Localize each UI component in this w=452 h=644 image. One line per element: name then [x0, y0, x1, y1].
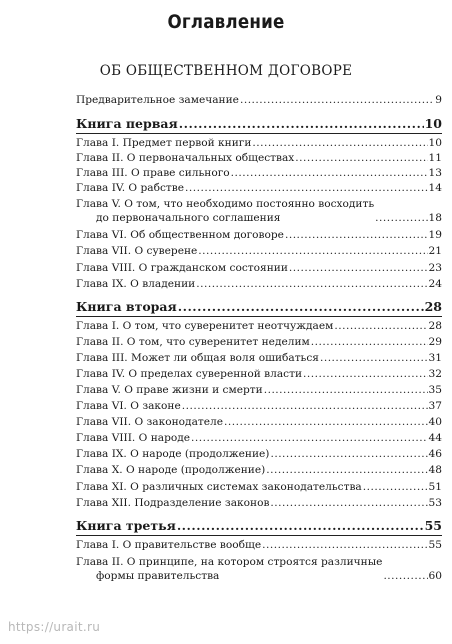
leader-dots [311, 336, 428, 349]
toc-page-number: 29 [428, 336, 442, 348]
toc-entry-label: Глава VI. О законе [76, 400, 181, 412]
leader-dots [252, 137, 427, 150]
toc-entry-label: Глава IX. О народе (продолжение) [76, 448, 270, 460]
toc-page-number: 13 [428, 167, 442, 179]
toc-entry-label [76, 555, 382, 583]
toc-page-number: 28 [428, 320, 442, 332]
page-title: Оглавление [167, 11, 285, 33]
toc-book-3[interactable] [76, 518, 442, 533]
toc-page-number: 10 [424, 116, 442, 131]
toc-page-number: 10 [428, 137, 442, 149]
toc-chapter[interactable] [76, 481, 442, 494]
toc-book-label: Книга первая [76, 116, 178, 131]
toc-entry-label: Глава VII. О суверене [76, 245, 198, 257]
leader-dots [285, 229, 428, 242]
toc-page-number: 19 [428, 229, 442, 241]
toc-entry-label: Глава II. О первоначальных обществах [76, 152, 295, 164]
toc-entry-label: Глава VIII. О гражданском состоянии [76, 262, 288, 274]
toc-page-number: 31 [428, 352, 442, 364]
toc-chapter[interactable] [76, 384, 442, 397]
toc-chapter[interactable] [76, 432, 442, 445]
toc-entry-preface[interactable] [76, 94, 442, 107]
toc-page-number: 35 [428, 384, 442, 396]
toc-book-label: Книга вторая [76, 299, 177, 314]
toc-chapter[interactable] [76, 229, 442, 242]
book-underline [76, 316, 442, 317]
leader-dots [270, 448, 427, 461]
toc-entry-label: Глава I. Предмет первой книги [76, 137, 252, 149]
toc-entry-label-line: формы правительства [96, 570, 220, 582]
toc-entry-label: Глава VII. О законодателе [76, 416, 224, 428]
toc-chapter[interactable] [76, 352, 442, 365]
toc-page-number: 37 [428, 400, 442, 412]
toc-book-label: Книга третья [76, 518, 176, 533]
toc-entry-label: Глава I. О правительстве вообще [76, 539, 262, 551]
toc-page-number: 53 [428, 497, 442, 509]
leader-dots [363, 481, 428, 494]
toc-page-number: 21 [428, 245, 442, 257]
toc-chapter[interactable] [76, 197, 442, 225]
toc-chapter[interactable] [76, 539, 442, 552]
toc-chapter[interactable] [76, 320, 442, 333]
leader-dots [224, 416, 428, 429]
leader-dots [196, 278, 427, 291]
leader-dots [266, 464, 427, 477]
toc-entry-label-line: до первоначального соглашения [96, 212, 281, 224]
leader-dots [264, 384, 428, 397]
toc-chapter[interactable] [76, 368, 442, 381]
toc-entry-label: Глава VIII. О народе [76, 432, 191, 444]
leader-dots [262, 539, 427, 552]
toc-entry-label: Глава XI. О различных системах законодательства [76, 481, 362, 493]
toc-chapter[interactable] [76, 336, 442, 349]
toc-entry-label: Глава III. О праве сильного [76, 167, 230, 179]
toc-page-number: 23 [428, 262, 442, 274]
toc-entry-label-line: Глава V. О том, что необходимо постоянно восходить [76, 198, 375, 210]
toc-page-number: 28 [424, 299, 442, 314]
leader-dots [191, 432, 427, 445]
toc-entry-label: Глава IX. О владении [76, 278, 196, 290]
toc-page-number: 24 [428, 278, 442, 290]
toc-page-number: 18 [428, 212, 442, 224]
toc-entry-label: Глава X. О народе (продолжение) [76, 464, 266, 476]
leader-dots [240, 94, 434, 107]
toc-page-number: 14 [428, 182, 442, 194]
toc-chapter[interactable] [76, 245, 442, 258]
leader-dots [231, 167, 428, 180]
toc-entry-label: Глава II. О том, что суверенитет неделим [76, 336, 310, 348]
toc-chapter[interactable] [76, 448, 442, 461]
leader-dots [198, 245, 427, 258]
toc-chapter[interactable] [76, 137, 442, 150]
toc-entry-label-line: Глава II. О принципе, на котором строятся различные [76, 556, 383, 568]
toc-page-number: 55 [424, 518, 442, 533]
toc-entry-label: Глава IV. О пределах суверенной власти [76, 368, 303, 380]
toc-entry-label: Глава VI. Об общественном договоре [76, 229, 284, 241]
toc-page-number: 44 [428, 432, 442, 444]
toc-book-2[interactable] [76, 299, 442, 314]
toc-entry-label [76, 197, 374, 225]
book-underline [76, 535, 442, 536]
watermark-url: https://urait.ru [8, 620, 101, 634]
toc-chapter[interactable] [76, 464, 442, 477]
toc-page-number: 9 [435, 94, 442, 106]
leader-dots [185, 182, 428, 195]
leader-dots [177, 518, 424, 533]
toc-page-number: 60 [428, 570, 442, 582]
leader-dots [289, 262, 428, 275]
leader-dots [295, 152, 427, 165]
leader-dots [334, 320, 427, 333]
toc-chapter[interactable] [76, 167, 442, 180]
leader-dots [270, 497, 427, 510]
toc-page-number: 11 [428, 152, 442, 164]
toc-entry-label: Глава IV. О рабстве [76, 182, 184, 194]
book-title: ОБ ОБЩЕСТВЕННОМ ДОГОВОРЕ [99, 63, 353, 79]
leader-dots [303, 368, 428, 381]
book-underline [76, 133, 442, 134]
leader-dots [182, 400, 428, 413]
toc-entry-label: Глава III. Может ли общая воля ошибаться [76, 352, 319, 364]
toc-chapter[interactable] [76, 416, 442, 429]
toc-chapter[interactable] [76, 262, 442, 275]
toc-page-number: 46 [428, 448, 442, 460]
leader-dots [179, 116, 424, 131]
toc-entry-label: Предварительное замечание [76, 94, 239, 106]
toc-chapter[interactable] [76, 152, 442, 165]
toc-chapter[interactable] [76, 497, 442, 510]
toc-page-number: 55 [428, 539, 442, 551]
toc-chapter[interactable] [76, 278, 442, 291]
toc-page-number: 32 [428, 368, 442, 380]
toc-page-number: 48 [428, 464, 442, 476]
toc-page-number: 51 [428, 481, 442, 493]
toc-entry-label: Глава XII. Подразделение законов [76, 497, 270, 509]
toc-book-1[interactable] [76, 116, 442, 131]
toc-chapter[interactable] [76, 555, 442, 583]
toc-entry-label: Глава V. О праве жизни и смерти [76, 384, 263, 396]
toc-chapter[interactable] [76, 400, 442, 413]
leader-dots [320, 352, 428, 365]
leader-dots [375, 212, 427, 225]
leader-dots [383, 570, 427, 583]
toc-entry-label: Глава I. О том, что суверенитет неотчуждаем [76, 320, 334, 332]
toc-chapter[interactable] [76, 182, 442, 195]
leader-dots [178, 299, 424, 314]
toc-page-number: 40 [428, 416, 442, 428]
